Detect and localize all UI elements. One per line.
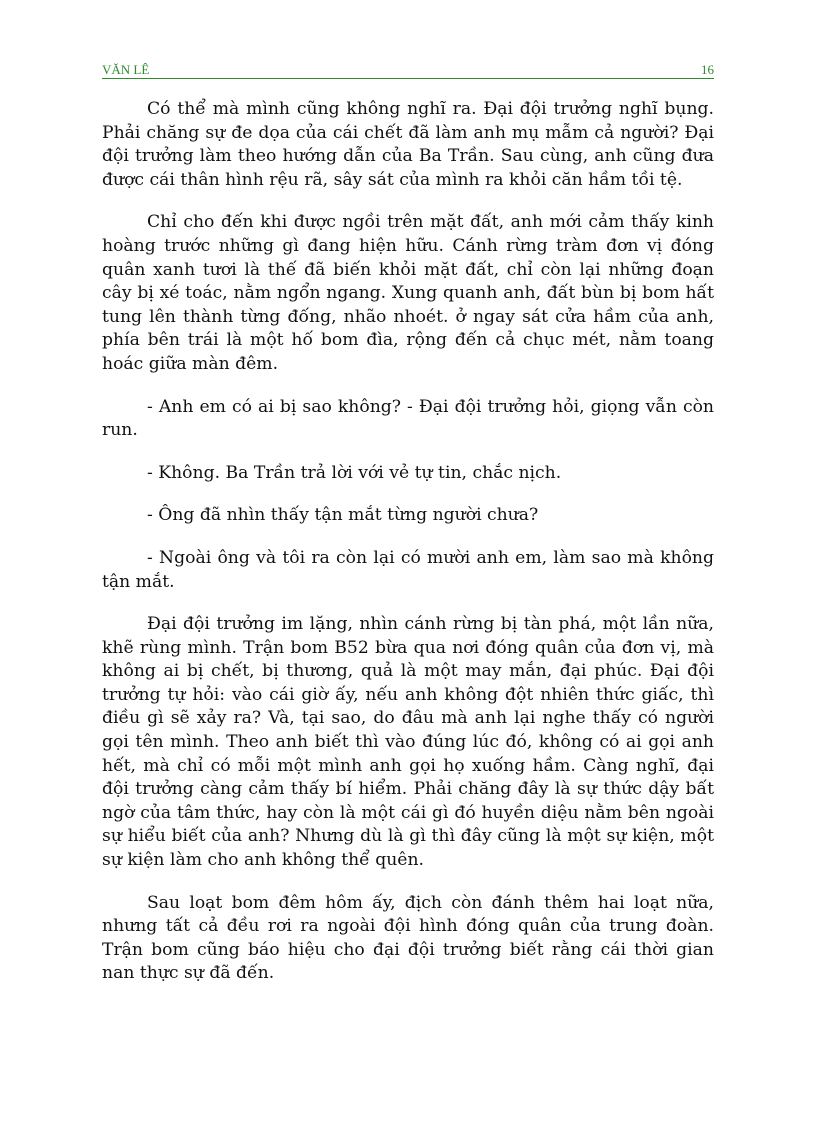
paragraph: Có thể mà mình cũng không nghĩ ra. Đại đội trưởng nghĩ bụng. Phải chăng sự đe dọa của cái chết đã làm anh mụ mẫm cả người? Đại đội trưởng làm theo hướng dẫn của Ba Trần. Sau cùng, anh cũng đưa được cái thân hình rệu rã, sây sát của mình ra khỏi căn hầm tồi tệ. — [102, 99, 714, 190]
page-number: 16 — [701, 62, 714, 77]
dialogue-line: - Ông đã nhìn thấy tận mắt từng người chưa? — [147, 505, 539, 526]
body-text — [102, 98, 714, 1005]
running-head-author: VĂN LÊ — [102, 62, 150, 77]
dialogue-line: - Anh em có ai bị sao không? - Đại đội trưởng hỏi, giọng vẫn còn run. — [102, 396, 714, 441]
paragraph: Sau loạt bom đêm hôm ấy, địch còn đánh thêm hai loạt nữa, nhưng tất cả đều rơi ra ngoài đội hình đóng quân của trung đoàn. Trận bom cũng báo hiệu cho đại đội trưởng biết rằng cái thời gian nan thực sự đã đến. — [102, 892, 714, 984]
paragraph: Đại đội trưởng im lặng, nhìn cánh rừng bị tàn phá, một lần nữa, khẽ rùng mình. Trận bom B52 bừa qua nơi đóng quân của đơn vị, mà không ai bị chết, bị thương, quả là một may mắn, đại phúc. Đại đội trưởng tự hỏi: vào cái giờ ấy, nếu anh không đột nhiên thức giấc, thì điều gì sẽ xảy ra? Và, tại sao, do đâu mà anh lại nghe thấy có người gọi tên mình. Theo anh biết thì vào đúng lúc đó, không có ai gọi anh hết, mà chỉ có mỗi một mình anh gọi họ xuống hầm. Càng nghĩ, đại đội trưởng càng cảm thấy bí hiểm. Phải chăng đây là sự thức dậy bất ngờ của tâm thức, hay còn là một cái gì đó huyền diệu nằm bên ngoài sự hiểu biết của anh? Nhưng dù là gì thì đây cũng là một sự kiện, một sự kiện làm cho anh không thể quên. — [102, 614, 714, 871]
dialogue-line: - Ngoài ông và tôi ra còn lại có mười anh em, làm sao mà không tận mắt. — [102, 547, 714, 592]
page-header — [102, 61, 714, 79]
dialogue-line: - Không. Ba Trần trả lời với vẻ tự tin, chắc nịch. — [147, 462, 562, 483]
paragraph: Chỉ cho đến khi được ngồi trên mặt đất, anh mới cảm thấy kinh hoàng trước những gì đang hiện hữu. Cánh rừng tràm đơn vị đóng quân xanh tươi là thế đã biến khỏi mặt đất, chỉ còn lại những đoạn cây bị xé toác, nằm ngổn ngang. Xung quanh anh, đất bùn bị bom hất tung lên thành từng đống, nhão nhoét. ở ngay sát cửa hầm của anh, phía bên trái là một hố bom đìa, rộng đến cả chục mét, nằm toang hoác giữa màn đêm. — [102, 212, 714, 374]
